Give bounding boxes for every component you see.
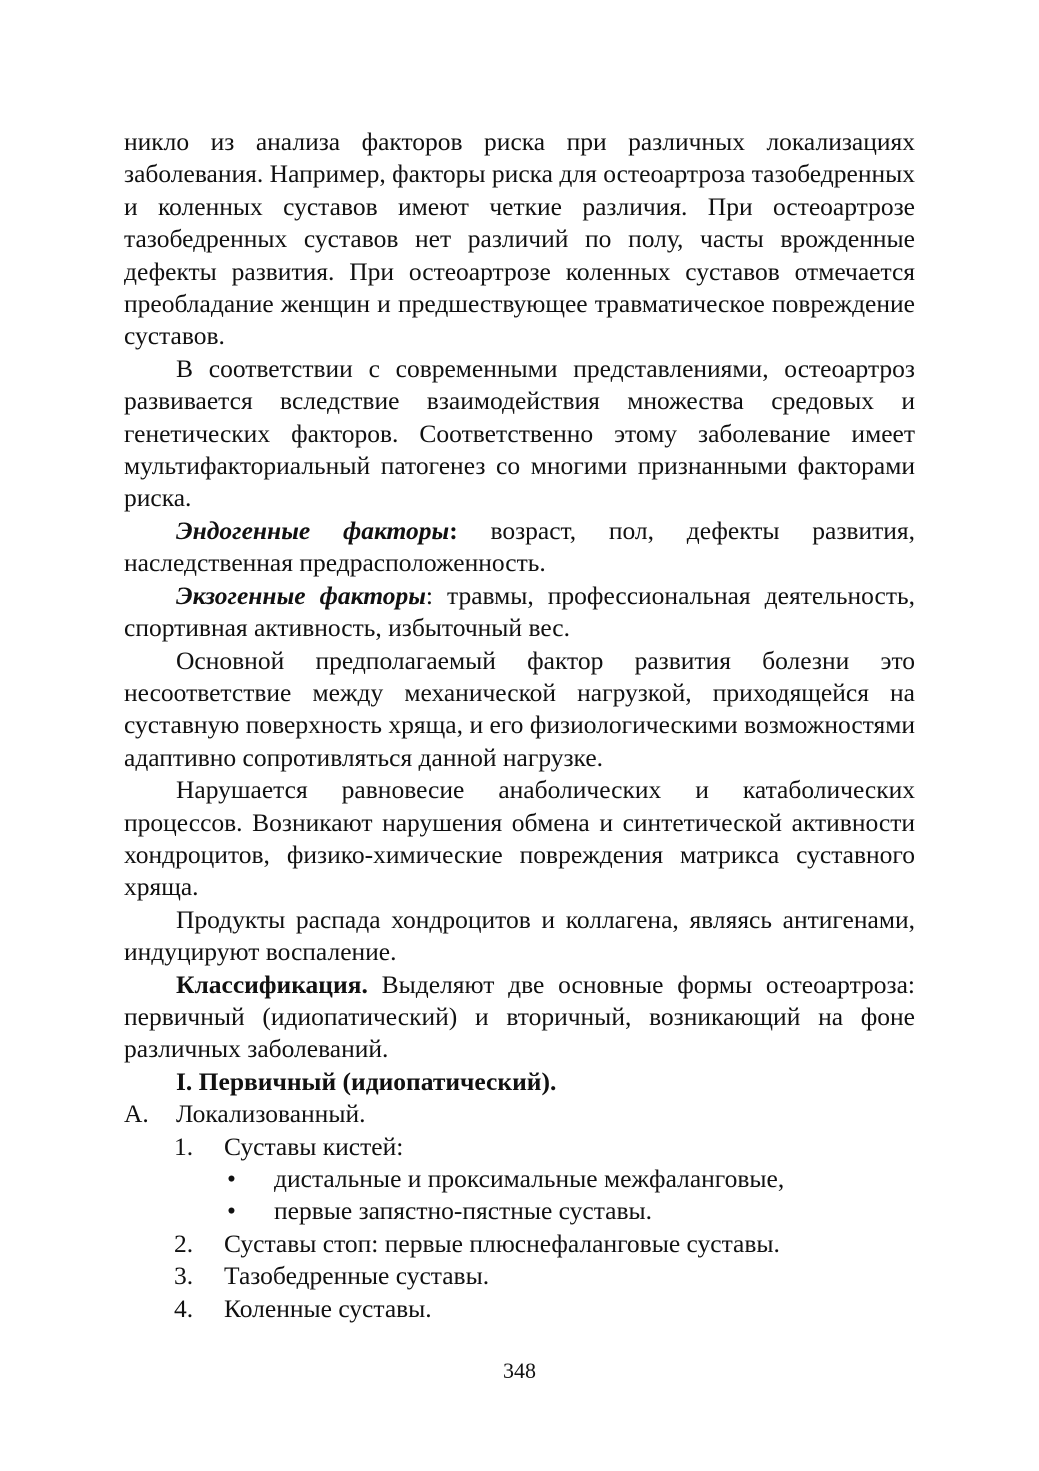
list-item-4 [124,1293,915,1325]
list-marker: 4. [174,1293,194,1323]
paragraph-exogenous-factors [124,580,915,645]
list-item-text: Суставы кистей: [224,1131,404,1161]
paragraph-endogenous-factors [124,515,915,580]
list-item-text: Коленные суставы. [224,1293,432,1323]
list-marker: 3. [174,1261,194,1291]
list-marker: 1. [174,1131,194,1161]
paragraph-inflammation: Продукты распада хондроцитов и коллагена, являясь антигенами, индуцируют воспаление. [124,904,915,967]
list-item-text: Суставы стоп: первые плюснефаланговые суставы. [224,1228,780,1258]
list-item-text: Локализованный. [176,1099,366,1129]
paragraph-metabolism: Нарушается равновесие анаболических и катаболических процессов. Возникают нарушения обмена и синтетической активности хондроцитов, физико-химические повреждения матрикса суставного хряща. [124,775,915,902]
page-number: 348 [503,1358,536,1383]
list-item-group-a [124,1098,915,1130]
term-classification: Классификация. [176,969,368,999]
bullet-marker: • [227,1196,236,1226]
list-item-1 [124,1131,915,1163]
endogenous-text: возраст, пол, дефекты развития, наследственная предрасположенность. [124,515,915,578]
term-exogenous: Экзогенные факторы [176,580,426,610]
classification-text: Выделяют две основные формы остеоартроза: первичный (идиопатический) и вторичный, возникающий на фоне различных заболеваний. [124,969,915,1064]
paragraph-risk-factors: никло из анализа факторов риска при различных локализациях заболевания. Например, факторы риска для остеоартроза тазобедренных и коленных суставов имеют четкие различия. При остеоартрозе тазобедренных суставов нет различий по полу, часты врожденные дефекты развития. При остеоартрозе коленных суставов отмечается преобладание женщин и предшествующее травматическое повреждение суставов. [124,127,915,351]
classification-heading: I. Первичный (идиопатический). [176,1066,557,1096]
term-endogenous: Эндогенные факторы [176,515,450,545]
list-marker: 2. [174,1228,194,1258]
list-marker: А. [124,1099,149,1129]
term-colon: : [449,515,458,545]
exogenous-text: : травмы, профессиональная деятельность, спортивная активность, избыточный вес. [124,580,916,643]
list-item-text: Тазобедренные суставы. [224,1261,490,1291]
bullet-item-1 [124,1163,915,1195]
page-body [124,126,915,1325]
list-item-2 [124,1228,915,1260]
bullet-marker: • [227,1164,236,1193]
list-item-3 [124,1260,915,1292]
paragraph-pathogenesis: В соответствии с современными представлениями, остеоартроз развивается вследствие взаимодействия множества средовых и генетических факторов. Соответственно этому заболевание имеет мультифакториальный патогенез со многими признанными факторами риска. [124,353,915,513]
paragraph-main-factor: Основной предполагаемый фактор развития болезни это несоответствие между механической нагрузкой, приходящейся на суставную поверхность хряща, и его физиологическими возможностями адаптивно сопротивляться данной нагрузке. [124,645,915,772]
bullet-item-2 [124,1195,915,1227]
paragraph-classification [124,969,915,1066]
bullet-item-text: дистальные и проксимальные межфаланговые, [274,1164,785,1193]
bullet-item-text: первые запястно-пястные суставы. [274,1196,653,1226]
